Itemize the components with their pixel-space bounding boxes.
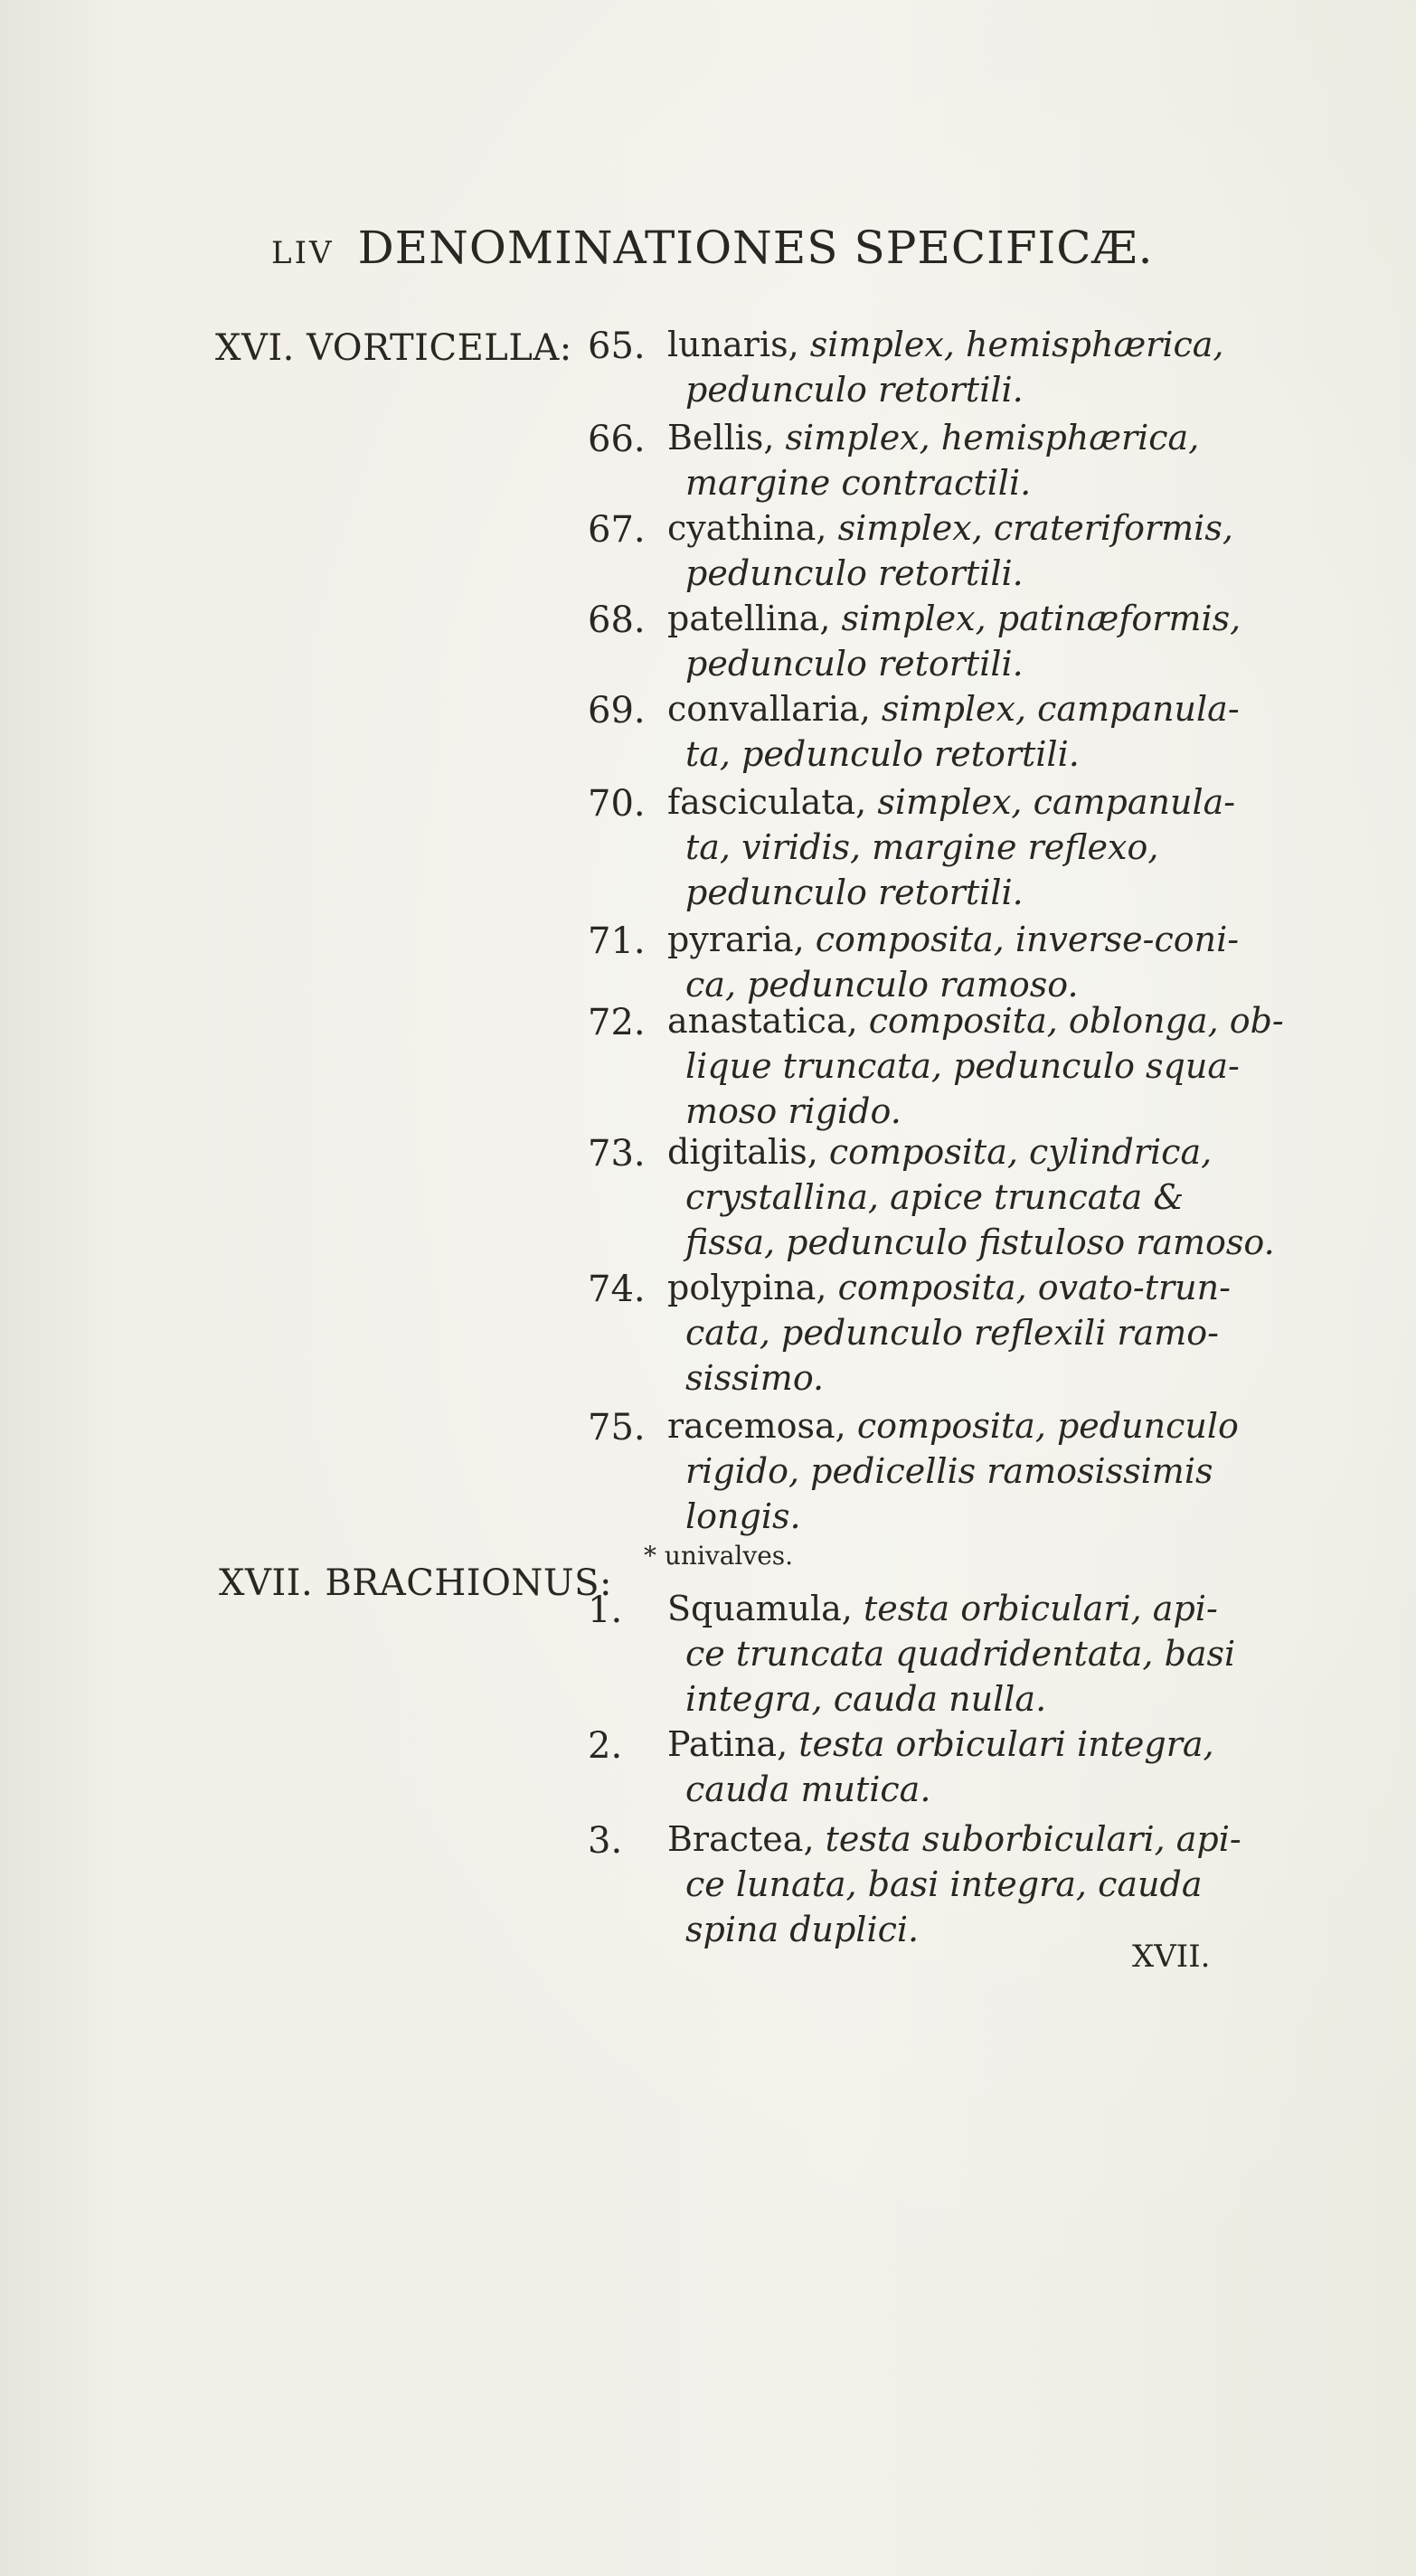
entry-first-line [667, 1591, 1218, 1626]
description-line: testa suborbiculari, api- [825, 1819, 1241, 1859]
entry-number: 72. [588, 1002, 646, 1043]
entry-number: 67. [588, 509, 646, 551]
description-line: composita, inverse-coni- [815, 920, 1240, 959]
entry-first-line [667, 782, 1236, 822]
entry-number: 71. [588, 920, 646, 962]
description-line: ta, pedunculo retortili. [685, 734, 1080, 774]
subheading-univalves: * univalves. [644, 1541, 794, 1571]
description-line: composita, cylindrica, [828, 1132, 1213, 1172]
description-line: spina duplici. [685, 1910, 920, 1949]
species-name: polypina, [667, 1268, 827, 1307]
description-line: ta, viridis, margine reflexo, [685, 827, 1159, 867]
description-line: simplex, campanula- [877, 782, 1236, 822]
entry-number: 68. [588, 599, 646, 641]
description-line: sissimo. [685, 1358, 825, 1398]
description-line: pedunculo retortili. [685, 873, 1024, 912]
catchword: XVII. [1132, 1939, 1211, 1975]
entry-first-line [667, 1132, 1213, 1172]
description-line: ce truncata quadridentata, basi [685, 1634, 1236, 1674]
species-name: Patina, [667, 1724, 788, 1764]
entry-first-line [667, 418, 1200, 458]
entry-first-line [667, 1270, 1231, 1305]
species-name: cyathina, [667, 508, 827, 548]
description-line: simplex, crateriformis, [837, 508, 1233, 548]
entry-number: 2. [588, 1725, 623, 1767]
description-line: longis. [685, 1496, 801, 1536]
description-line: margine contractili. [685, 463, 1032, 503]
entry-first-line [667, 1406, 1239, 1446]
entry-number: 1. [588, 1590, 623, 1631]
entry-number: 69. [588, 690, 646, 731]
entry-number: 75. [588, 1407, 646, 1448]
entry-number: 66. [588, 419, 646, 460]
species-name: Bellis, [667, 418, 775, 458]
entry-number: 3. [588, 1820, 623, 1862]
species-name: Bractea, [667, 1819, 815, 1859]
description-line: composita, oblonga, ob- [868, 1001, 1284, 1041]
description-line: cata, pedunculo reflexili ramo- [685, 1313, 1220, 1353]
genus-label-brachionus: XVII. BRACHIONUS: [219, 1562, 612, 1604]
description-line: testa orbiculari integra, [798, 1724, 1214, 1764]
description-line: cauda mutica. [685, 1769, 931, 1809]
page-title: DENOMINATIONES SPECIFICÆ. [357, 222, 1154, 274]
species-name: convallaria, [667, 689, 871, 729]
entry-number: 73. [588, 1133, 646, 1175]
description-line: pedunculo retortili. [685, 644, 1024, 684]
page-number: LIV [271, 235, 335, 271]
entry-number: 70. [588, 783, 646, 825]
description-line: ce lunata, basi integra, cauda [685, 1864, 1203, 1904]
description-line: ca, pedunculo ramoso. [685, 965, 1079, 1005]
entry-number: 74. [588, 1269, 646, 1310]
species-name: pyraria, [667, 920, 805, 959]
species-name: digitalis, [667, 1132, 818, 1172]
entry-first-line [667, 689, 1240, 729]
running-header [271, 222, 1266, 274]
description-line: integra, cauda nulla. [685, 1679, 1047, 1719]
description-line: pedunculo retortili. [685, 553, 1024, 593]
entry-first-line [667, 601, 1241, 636]
entry-first-line [667, 1819, 1241, 1859]
species-name: fasciculata, [667, 782, 867, 822]
description-line: crystallina, apice truncata & [685, 1177, 1185, 1217]
entry-first-line [667, 1724, 1214, 1764]
entry-first-line [667, 508, 1233, 548]
description-line: testa orbiculari, api- [863, 1589, 1218, 1628]
entry-first-line [667, 327, 1224, 362]
entry-number: 65. [588, 326, 646, 367]
genus-label-vorticella: XVI. VORTICELLA: [215, 327, 572, 369]
species-name: patellina, [667, 599, 831, 638]
description-line: fissa, pedunculo fistuloso ramoso. [685, 1222, 1275, 1262]
description-line: simplex, patinæformis, [841, 599, 1241, 638]
description-line: rigido, pedicellis ramosissimis [685, 1451, 1213, 1491]
species-name: lunaris, [667, 325, 799, 364]
description-line: composita, pedunculo [856, 1406, 1239, 1446]
species-name: anastatica, [667, 1001, 858, 1041]
entry-first-line [667, 1001, 1284, 1041]
description-line: simplex, campanula- [881, 689, 1240, 729]
species-name: racemosa, [667, 1406, 846, 1446]
entry-first-line [667, 922, 1239, 957]
description-line: simplex, hemisphærica, [785, 418, 1200, 458]
description-line: moso rigido. [685, 1091, 902, 1131]
description-line: simplex, hemisphærica, [809, 325, 1224, 364]
species-name: Squamula, [667, 1589, 853, 1628]
description-line: lique truncata, pedunculo squa- [685, 1046, 1240, 1086]
description-line: pedunculo retortili. [685, 370, 1024, 410]
description-line: composita, ovato-trun- [837, 1268, 1231, 1307]
